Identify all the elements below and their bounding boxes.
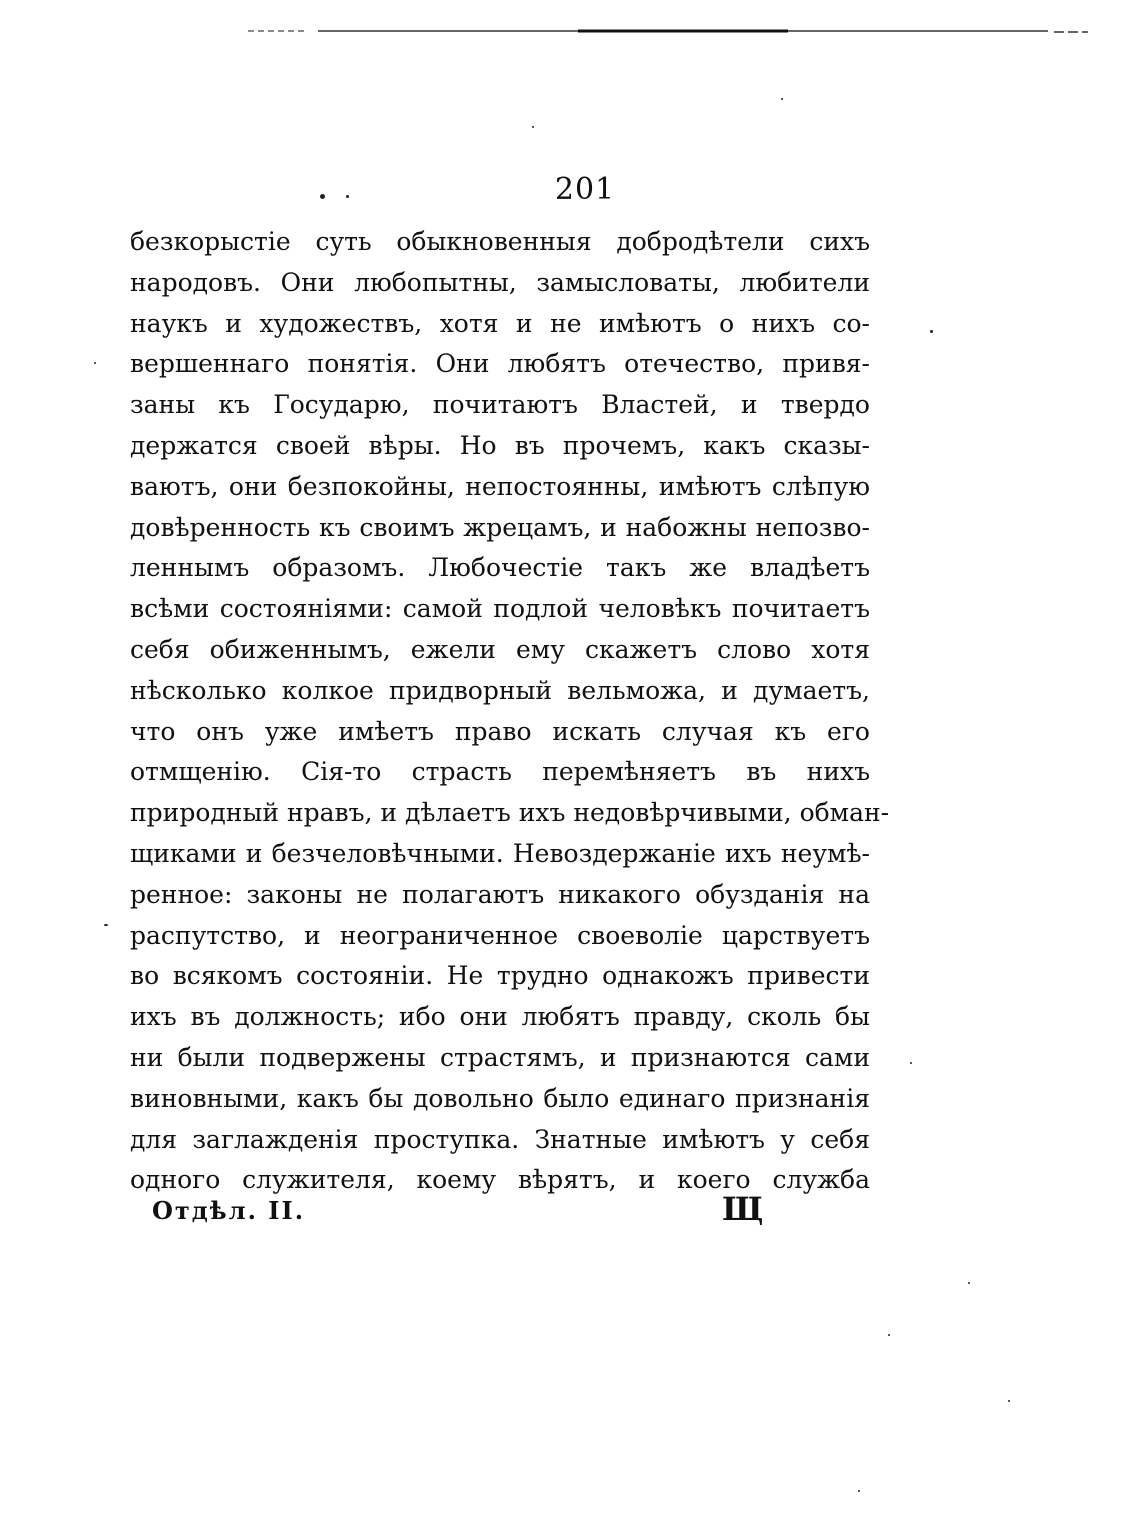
- ink-speck: [532, 126, 534, 128]
- text-line: заны къ Государю, почитаютъ Властей, и твердо: [130, 390, 870, 420]
- ink-speck: [1008, 1400, 1010, 1402]
- text-line: ренное: законы не полагаютъ никакого обузданія на: [130, 879, 870, 909]
- text-line: ни были подвержены страстямъ, и признаются сами: [130, 1042, 870, 1072]
- text-line: безкорыстіе суть обыкновенныя добродѣтели сихъ: [130, 227, 870, 256]
- ink-speck: [930, 330, 933, 333]
- text-line: держатся своей вѣры. Но въ прочемъ, какъ сказы-: [130, 430, 870, 460]
- text-line: что онъ уже имѣетъ право искать случая къ его: [130, 716, 870, 746]
- text-line: ихъ въ должность; ибо они любятъ правду, сколь бы: [130, 1002, 870, 1032]
- page-number: 201: [554, 172, 616, 207]
- signature-section-mark: Отдѣл. II.: [152, 1196, 306, 1225]
- text-line: леннымъ образомъ. Любочестіе такъ же владѣетъ: [130, 553, 870, 583]
- body-text: [130, 222, 890, 1201]
- ink-speck: [888, 1334, 890, 1336]
- text-line: одного служителя, коему вѣрятъ, и коего служба: [130, 1165, 870, 1195]
- text-line: распутство, и неограниченное своеволіе царствуетъ: [130, 920, 870, 950]
- text-line: природный нравъ, и дѣлаетъ ихъ недовѣрчивыми, обман-: [130, 798, 890, 828]
- text-line: всѣми состояніями: самой подлой человѣкъ почитаетъ: [130, 594, 870, 624]
- text-line: во всякомъ состояніи. Не трудно однакожъ привести: [130, 961, 870, 991]
- text-line: виновными, какъ бы довольно было единаго признанія: [130, 1083, 870, 1113]
- ink-speck: [858, 1490, 860, 1492]
- text-line: ваютъ, они безпокойны, непостоянны, имѣютъ слѣпую: [130, 471, 870, 501]
- text-line: наукъ и художествъ, хотя и не имѣютъ о нихъ со-: [130, 308, 870, 338]
- ink-speck: [968, 1282, 970, 1284]
- top-rule: [248, 26, 1088, 36]
- text-line: вершеннаго понятія. Они любятъ отечество, привя-: [130, 349, 870, 379]
- ink-speck: [781, 98, 783, 100]
- text-line: себя обиженнымъ, ежели ему скажетъ слово хотя: [130, 634, 870, 664]
- text-line: довѣренность къ своимъ жрецамъ, и набожны непозво-: [130, 512, 870, 542]
- ink-speck: [910, 1062, 912, 1064]
- ink-speck: [94, 362, 96, 364]
- text-line: нѣсколько колкое придворный вельможа, и думаетъ,: [130, 675, 870, 705]
- ink-speck: [104, 924, 108, 926]
- text-line: народовъ. Они любопытны, замысловаты, любители: [130, 267, 870, 297]
- text-line: щиками и безчеловѣчными. Невоздержаніе ихъ неумѣ-: [130, 838, 870, 868]
- text-line: отмщенію. Сія-то страсть перемѣняетъ въ нихъ: [130, 757, 870, 787]
- signature-mark: Щ: [722, 1190, 764, 1228]
- text-line: для заглажденія проступка. Знатные имѣютъ у себя: [130, 1124, 870, 1154]
